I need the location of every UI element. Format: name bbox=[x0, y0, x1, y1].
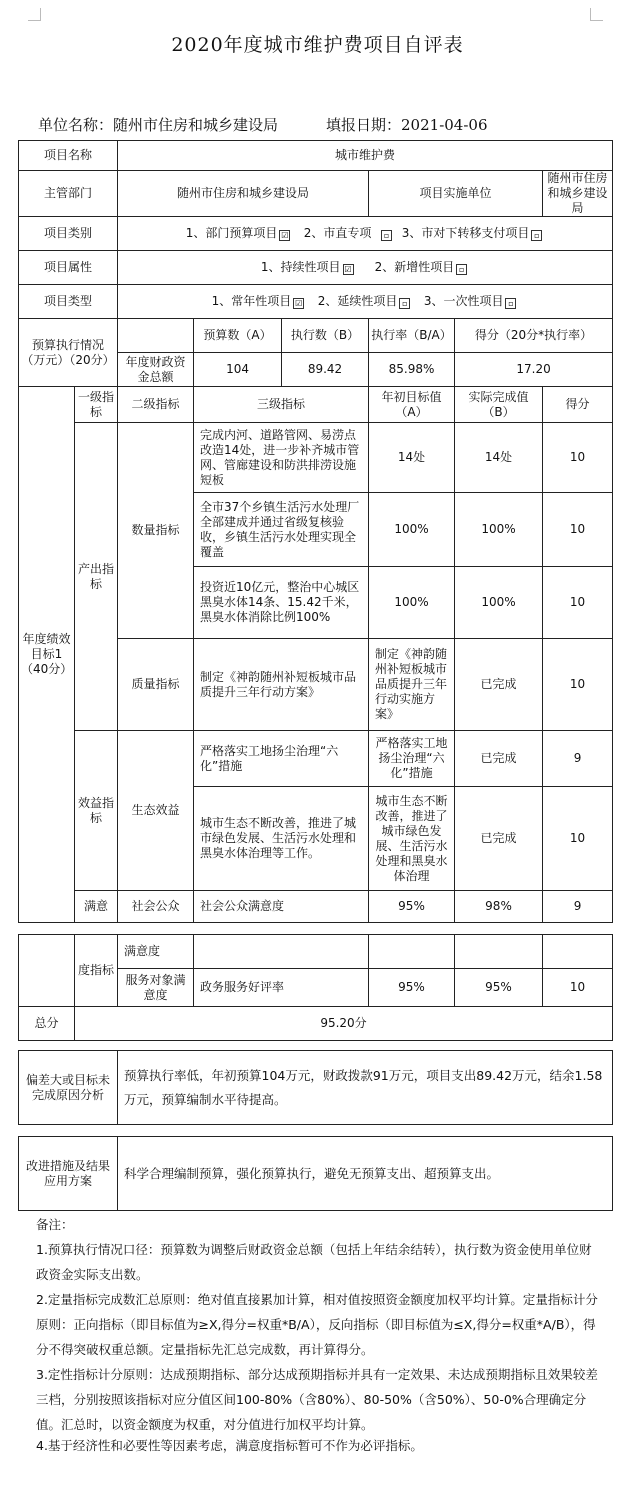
total-label: 总分 bbox=[19, 1007, 75, 1041]
checkbox-checked-icon[interactable]: ☑ bbox=[344, 265, 352, 274]
social-indicator: 社会公众 bbox=[118, 891, 194, 923]
actual-value: 已完成 bbox=[455, 787, 543, 891]
satisfaction-indicator-cont: 度指标 bbox=[75, 935, 118, 1007]
dept-label: 主管部门 bbox=[19, 171, 118, 217]
quality-indicator: 质量指标 bbox=[118, 639, 194, 731]
indicator-text: 社会公众满意度 bbox=[194, 891, 369, 923]
option-text: 3、一次性项目 bbox=[423, 294, 504, 308]
checkbox-icon[interactable]: ▫ bbox=[456, 264, 467, 275]
page-corner-mark bbox=[590, 8, 603, 21]
fund-total-label: 年度财政资金总额 bbox=[118, 353, 194, 387]
score-value: 10 bbox=[543, 567, 613, 639]
target-value: 14处 bbox=[369, 423, 455, 493]
budget-score-value: 17.20 bbox=[455, 353, 613, 387]
category-label: 项目类别 bbox=[19, 217, 118, 251]
spacer bbox=[19, 1125, 613, 1137]
budget-header-blank bbox=[118, 319, 194, 353]
improvement-text: 科学合理编制预算，强化预算执行，避免无预算支出、超预算支出。 bbox=[118, 1137, 613, 1211]
target-value: 100% bbox=[369, 493, 455, 567]
budget-header: 预算数（A） bbox=[194, 319, 282, 353]
actual-header: 实际完成值（B） bbox=[455, 387, 543, 423]
score-value: 10 bbox=[543, 639, 613, 731]
score-header: 得分 bbox=[543, 387, 613, 423]
target-header: 年初目标值（A） bbox=[369, 387, 455, 423]
header-info bbox=[38, 114, 488, 135]
attr-options bbox=[118, 251, 613, 285]
output-indicator: 产出指标 bbox=[75, 423, 118, 731]
option-text: 1、持续性项目 bbox=[260, 260, 341, 274]
category-options bbox=[118, 217, 613, 251]
target-value: 严格落实工地扬尘治理“六化”措施 bbox=[369, 731, 455, 787]
type-label: 项目类型 bbox=[19, 285, 118, 319]
blank-cell bbox=[194, 935, 369, 969]
actual-value: 14处 bbox=[455, 423, 543, 493]
budget-section-label: 预算执行情况（万元）（20分） bbox=[19, 319, 118, 387]
target-value: 95% bbox=[369, 891, 455, 923]
type-options bbox=[118, 285, 613, 319]
rate-header: 执行率（B/A） bbox=[369, 319, 455, 353]
dept-value: 随州市住房和城乡建设局 bbox=[118, 171, 369, 217]
l1-header: 一级指标 bbox=[75, 387, 118, 423]
checkbox-icon[interactable]: ▫ bbox=[531, 230, 542, 241]
project-name-value: 城市维护费 bbox=[118, 141, 613, 171]
target-value: 制定《神韵随州补短板城市品质提升三年行动实施方案》 bbox=[369, 639, 455, 731]
impl-label: 项目实施单位 bbox=[369, 171, 543, 217]
option-text: 1、常年性项目 bbox=[211, 294, 292, 308]
target-value: 100% bbox=[369, 567, 455, 639]
perf-goal-label: 年度绩效目标1（40分） bbox=[19, 387, 75, 923]
indicator-text: 严格落实工地扬尘治理“六化”措施 bbox=[194, 731, 369, 787]
satisfaction-l2: 满意度 bbox=[118, 935, 194, 969]
rate-value: 85.98% bbox=[369, 353, 455, 387]
checkbox-checked-icon[interactable]: ☑ bbox=[281, 231, 289, 240]
project-name-label: 项目名称 bbox=[19, 141, 118, 171]
spacer bbox=[19, 1041, 613, 1051]
indicator-text: 全市37个乡镇生活污水处理厂全部建成并通过省级复核验收，乡镇生活污水处理实现全覆盖 bbox=[194, 493, 369, 567]
deviation-text: 预算执行率低，年初预算104万元，财政拨款91万元，项目支出89.42万元，结余1.58万元，预算编制水平待提高。 bbox=[118, 1051, 613, 1125]
actual-value: 98% bbox=[455, 891, 543, 923]
option-text: 1、部门预算项目 bbox=[185, 226, 278, 240]
checkbox-icon[interactable]: ▫ bbox=[381, 230, 392, 241]
target-value: 95% bbox=[369, 969, 455, 1007]
satisfaction-indicator: 满意 bbox=[75, 891, 118, 923]
blank-cell bbox=[455, 935, 543, 969]
actual-value: 已完成 bbox=[455, 639, 543, 731]
attr-label: 项目属性 bbox=[19, 251, 118, 285]
notes-heading: 备注： bbox=[36, 1217, 74, 1232]
indicator-text: 完成内河、道路管网、易涝点改造14处，进一步补齐城市管网、管廊建设和防洪排涝设施短板 bbox=[194, 423, 369, 493]
quantity-indicator: 数量指标 bbox=[118, 423, 194, 639]
notes bbox=[36, 1212, 601, 1455]
report-date: 填报日期：2021-04-06 bbox=[326, 116, 488, 134]
evaluation-table bbox=[18, 140, 613, 923]
impl-value: 随州市住房和城乡建设局 bbox=[543, 171, 613, 217]
service-l2: 服务对象满意度 bbox=[118, 969, 194, 1007]
indicator-text: 制定《神韵随州补短板城市品质提升三年行动方案》 bbox=[194, 639, 369, 731]
deviation-label: 偏差大或目标未完成原因分析 bbox=[19, 1051, 118, 1125]
blank-cell bbox=[543, 935, 613, 969]
option-text: 2、市直专项 bbox=[303, 226, 372, 240]
indicator-text: 投资近10亿元，整治中心城区黑臭水体14条、15.42千米，黑臭水体消除比例100% bbox=[194, 567, 369, 639]
indicator-text: 政务服务好评率 bbox=[194, 969, 369, 1007]
option-text: 2、延续性项目 bbox=[317, 294, 398, 308]
total-value: 95.20分 bbox=[75, 1007, 613, 1041]
evaluation-table-continued bbox=[18, 934, 613, 1211]
blank-cell bbox=[19, 935, 75, 1007]
exec-header: 执行数（B） bbox=[282, 319, 369, 353]
actual-value: 已完成 bbox=[455, 731, 543, 787]
page-corner-mark bbox=[28, 8, 41, 21]
score-value: 9 bbox=[543, 731, 613, 787]
note-item: 4.基于经济性和必要性等因素考虑，满意度指标暂可不作为必评指标。 bbox=[36, 1438, 423, 1453]
checkbox-icon[interactable]: ▫ bbox=[399, 298, 410, 309]
improvement-label: 改进措施及结果应用方案 bbox=[19, 1137, 118, 1211]
option-text: 2、新增性项目 bbox=[374, 260, 455, 274]
l2-header: 二级指标 bbox=[118, 387, 194, 423]
note-item: 2.定量指标完成数汇总原则：绝对值直接累加计算，相对值按照资金额度加权平均计算。定量指标计分原则：正向指标（即目标值为≥X,得分=权重*B/A），反向指标（即目标值为≤X,得分=权重*A/B），得分不得突破权重总额。定量指标先汇总完成数，再计算得分。 bbox=[36, 1292, 598, 1357]
score-value: 10 bbox=[543, 969, 613, 1007]
target-value: 城市生态不断改善，推进了城市绿色发展、生活污水处理和黑臭水体治理 bbox=[369, 787, 455, 891]
checkbox-checked-icon[interactable]: ☑ bbox=[295, 299, 303, 308]
eco-indicator: 生态效益 bbox=[118, 731, 194, 891]
page-title: 2020年度城市维护费项目自评表 bbox=[171, 34, 464, 56]
actual-value: 95% bbox=[455, 969, 543, 1007]
checkbox-icon[interactable]: ▫ bbox=[505, 298, 516, 309]
exec-value: 89.42 bbox=[282, 353, 369, 387]
note-item: 3.定性指标计分原则：达成预期指标、部分达成预期指标并具有一定效果、未达成预期指标且效果较差三档，分别按照该指标对应分值区间100-80%（含80%）、80-50%（含50%）、50-0%合理确定分值。汇总时，以资金额度为权重，对分值进行加权平均计算。 bbox=[36, 1367, 598, 1432]
indicator-text: 城市生态不断改善，推进了城市绿色发展、生活污水处理和黑臭水体治理等工作。 bbox=[194, 787, 369, 891]
blank-cell bbox=[369, 935, 455, 969]
actual-value: 100% bbox=[455, 567, 543, 639]
budget-value: 104 bbox=[194, 353, 282, 387]
effect-indicator: 效益指标 bbox=[75, 731, 118, 891]
l3-header: 三级指标 bbox=[194, 387, 369, 423]
option-text: 3、市对下转移支付项目 bbox=[401, 226, 530, 240]
budget-score-header: 得分（20分*执行率） bbox=[455, 319, 613, 353]
score-value: 10 bbox=[543, 493, 613, 567]
score-value: 9 bbox=[543, 891, 613, 923]
note-item: 1.预算执行情况口径：预算数为调整后财政资金总额（包括上年结余结转），执行数为资金使用单位财政资金实际支出数。 bbox=[36, 1242, 592, 1282]
score-value: 10 bbox=[543, 423, 613, 493]
unit-name: 单位名称：随州市住房和城乡建设局 bbox=[38, 116, 279, 134]
score-value: 10 bbox=[543, 787, 613, 891]
actual-value: 100% bbox=[455, 493, 543, 567]
